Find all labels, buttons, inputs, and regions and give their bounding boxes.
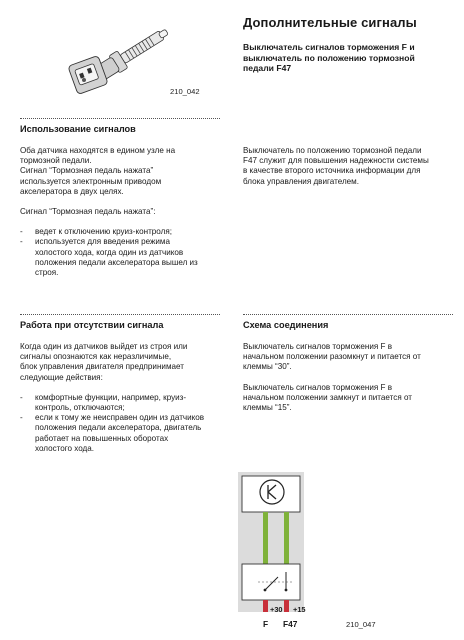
list-item: - если к тому же неисправен один из датчиков положения педали акселератора, двигатель работает на повышенных оборотах холостого хода. <box>20 413 235 454</box>
intro-paragraph: Выключатель по положению тормозной педали F47 служит для повышения надежности системы в качестве второго источника информации для блока управления двигателем. <box>243 146 429 186</box>
component-label: F47 <box>283 619 298 629</box>
section-divider <box>20 118 220 119</box>
terminal-label: +30 <box>270 605 283 614</box>
page-subtitle: Выключатель сигналов торможения F и выключатель по положению тормозной педали F47 <box>243 42 415 74</box>
list-item: - используется для введения режима холостого хода, когда один из датчиков положения педали акселератора вышел из строя. <box>20 237 230 278</box>
section-heading: Схема соединения <box>243 320 329 330</box>
figure-caption: 210_042 <box>170 87 200 96</box>
circuit-paragraph: Выключатель сигналов торможения F в начальном положении разомкнут и питается от клеммы “30”. Выключатель сигналов торможения F в начальном положении замкнут и питается от клеммы “15”. <box>243 342 421 413</box>
section-heading: Использование сигналов <box>20 124 136 134</box>
list-item: - ведет к отключению круиз-контроля; <box>20 227 230 237</box>
usage-paragraph: Оба датчика находятся в едином узле на тормозной педали. Сигнал “Тормозная педаль нажата” используется электронным приводом акселератора в двух целях. Сигнал “Тормозная педаль нажата”: - ведет к отключению круиз-контроля; - используется для введения режима холостого хода, когда один из датчиков положения педали акселератора вышел из строя. <box>20 146 230 278</box>
component-label: F <box>263 619 269 629</box>
circuit-diagram <box>238 472 304 612</box>
figure-caption: 210_047 <box>346 620 376 629</box>
section-heading: Работа при отсутствии сигнала <box>20 320 164 330</box>
brake-switch-illustration <box>62 22 180 100</box>
page-title: Дополнительные сигналы <box>243 15 417 30</box>
section-divider <box>20 314 220 315</box>
terminal-label: +15 <box>293 605 306 614</box>
section-divider <box>243 314 453 315</box>
failure-paragraph: Когда один из датчиков выйдет из строя или сигналы опознаются как неразличимые, блок управления двигателя предпринимает следующие действия: - комфортные функции, например, круиз- контроль, отключаются; - если к тому же неисправен один из датчиков положения педали акселератора, двигатель работает на повышенных оборотах холостого хода. <box>20 342 235 454</box>
list-item: - комфортные функции, например, круиз- контроль, отключаются; <box>20 393 235 413</box>
